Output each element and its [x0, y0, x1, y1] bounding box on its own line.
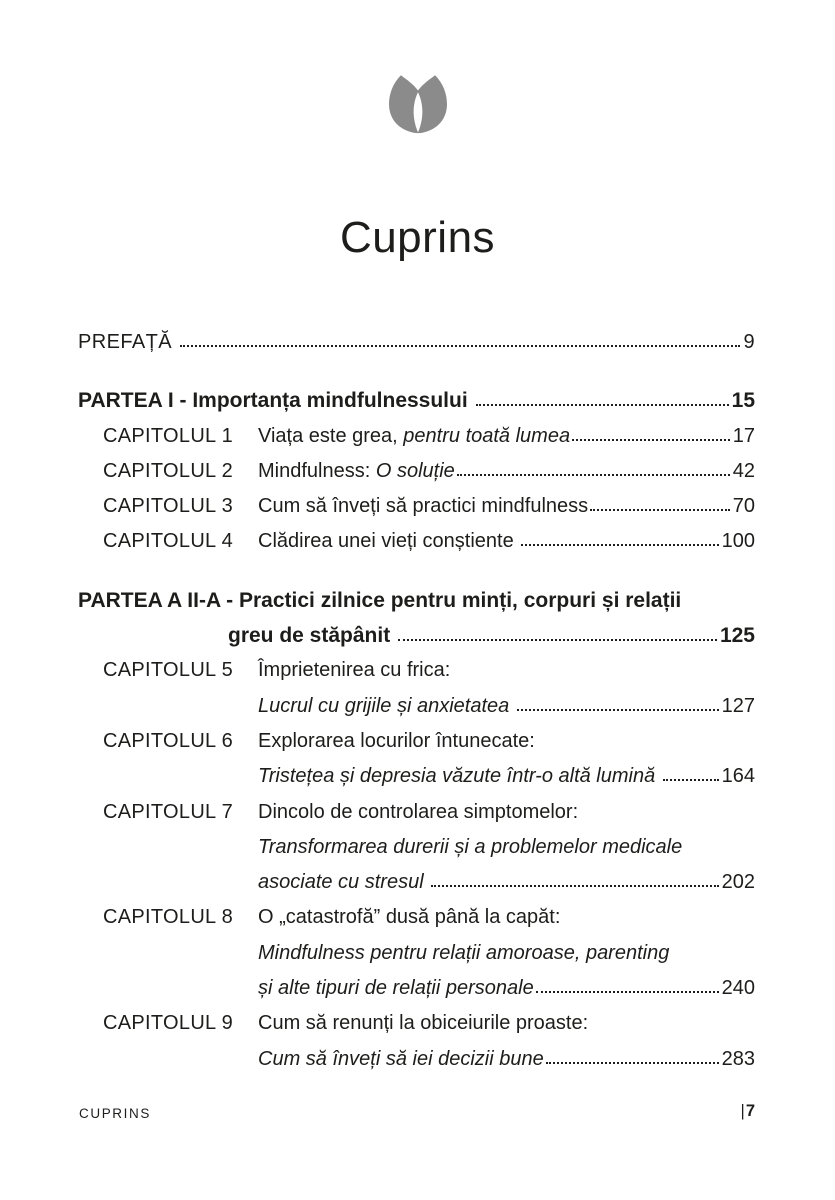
dot-leader [521, 544, 718, 546]
dot-leader [180, 345, 741, 347]
dot-leader [476, 404, 729, 406]
entry-page-number: 127 [721, 694, 755, 717]
tulip-icon [386, 74, 450, 135]
chapter-label: CAPITOLUL 4 [103, 530, 234, 553]
entry-title [258, 865, 429, 900]
toc-row [78, 419, 755, 454]
dot-leader [546, 1062, 719, 1064]
entry-page-number: 240 [721, 977, 755, 1000]
toc [78, 325, 755, 1077]
entry-page-number: 283 [721, 1047, 755, 1070]
toc-row [78, 325, 755, 360]
entry-subtitle-italic: Transformarea durerii și a problemelor medicale [258, 835, 683, 858]
chapter-label: CAPITOLUL 2 [103, 459, 234, 482]
toc-row [78, 653, 755, 688]
entry-subtitle-italic: Lucrul cu grijile și anxietatea [258, 694, 515, 717]
toc-row [78, 900, 755, 935]
toc-row [78, 724, 755, 759]
dot-leader [572, 439, 730, 441]
chapter-label: CAPITOLUL 6 [103, 729, 234, 752]
entry-page-number: 9 [743, 331, 755, 353]
entry-title [258, 900, 560, 935]
entry-subtitle-italic: asociate cu stresul [258, 871, 430, 894]
entry-title [78, 383, 474, 418]
entry-text-segment: greu de stăpânit [228, 624, 397, 648]
entry-page-number: 15 [731, 389, 755, 413]
entry-title [258, 830, 682, 865]
toc-row [78, 524, 755, 559]
entry-page-number: 17 [732, 424, 755, 447]
entry-page-number: 70 [732, 495, 755, 518]
toc-row [78, 936, 755, 971]
entry-text-segment: Mindfulness: [258, 459, 376, 482]
toc-row [78, 583, 755, 618]
toc-row [78, 759, 755, 794]
chapter-label: CAPITOLUL 7 [103, 800, 234, 823]
dot-leader [398, 639, 717, 641]
entry-subtitle-italic: Tristețea și depresia văzute într-o altă lumină [258, 765, 661, 788]
dot-leader [517, 709, 719, 711]
toc-row [78, 383, 755, 418]
toc-row [78, 454, 755, 489]
entry-page-number: 42 [732, 459, 755, 482]
entry-text-segment: Cum să renunți la obiceiurile proaste: [258, 1012, 589, 1035]
entry-text-segment: PREFAȚĂ [78, 331, 178, 353]
toc-row [78, 1042, 755, 1077]
chapter-label: CAPITOLUL 3 [103, 495, 234, 518]
entry-text-segment: O „catastrofă” dusă până la capăt: [258, 906, 561, 929]
entry-text-segment: Împrietenirea cu frica: [258, 659, 451, 682]
entry-subtitle-italic: Cum să înveți să iei decizii bune [258, 1047, 544, 1070]
entry-title [78, 325, 178, 360]
entry-title [258, 1006, 588, 1041]
entry-page-number: 202 [721, 871, 755, 894]
entry-title [228, 618, 396, 653]
entry-title [258, 936, 669, 971]
toc-row [78, 618, 755, 653]
entry-text-segment: PARTEA I - Importanța mindfulnessului [78, 389, 474, 413]
entry-title [258, 795, 578, 830]
chapter-label: CAPITOLUL 5 [103, 659, 234, 682]
toc-row [78, 795, 755, 830]
entry-text-segment: PARTEA A II-A - Practici zilnice pentru minți, corpuri și relații [78, 588, 682, 612]
publisher-logo [0, 74, 835, 135]
entry-title [258, 971, 534, 1006]
dot-leader [663, 779, 719, 781]
folio-separator: | [740, 1102, 745, 1120]
entry-title [258, 759, 661, 794]
running-footer-label: CUPRINS [79, 1106, 151, 1121]
entry-title [258, 419, 570, 454]
toc-row [78, 971, 755, 1006]
entry-title [78, 583, 681, 618]
dot-leader [536, 991, 719, 993]
page-title: Cuprins [339, 213, 496, 263]
entry-text-segment: Dincolo de controlarea simptomelor: [258, 800, 579, 823]
entry-text-segment: Explorarea locurilor întunecate: [258, 729, 535, 752]
entry-subtitle-italic: O soluție [375, 459, 455, 482]
entry-title [258, 1042, 544, 1077]
chapter-label: CAPITOLUL 9 [103, 1012, 234, 1035]
dot-leader [431, 885, 718, 887]
entry-text-segment: Clădirea unei vieți conștiente [258, 530, 520, 553]
entry-page-number: 100 [721, 530, 755, 553]
toc-row [78, 689, 755, 724]
entry-title [258, 454, 455, 489]
entry-text-segment: Cum să înveți să practici mindfulness [258, 495, 589, 518]
toc-row [78, 1006, 755, 1041]
toc-row [78, 489, 755, 524]
entry-title [258, 689, 515, 724]
chapter-label: CAPITOLUL 8 [103, 906, 234, 929]
entry-subtitle-italic: și alte tipuri de relații personale [258, 977, 534, 1000]
folio [741, 1102, 755, 1121]
entry-text-segment: Viața este grea, [258, 424, 404, 447]
entry-subtitle-italic: pentru toată lumea [403, 424, 571, 447]
entry-title [258, 489, 588, 524]
folio-page-number: 7 [745, 1102, 755, 1120]
chapter-label: CAPITOLUL 1 [103, 424, 234, 447]
entry-title [258, 724, 535, 759]
dot-leader [457, 474, 730, 476]
entry-title [258, 653, 450, 688]
dot-leader [590, 509, 730, 511]
toc-row [78, 865, 755, 900]
entry-title [258, 524, 519, 559]
entry-page-number: 125 [719, 624, 755, 648]
toc-row [78, 830, 755, 865]
entry-page-number: 164 [721, 765, 755, 788]
entry-subtitle-italic: Mindfulness pentru relații amoroase, parenting [258, 941, 670, 964]
